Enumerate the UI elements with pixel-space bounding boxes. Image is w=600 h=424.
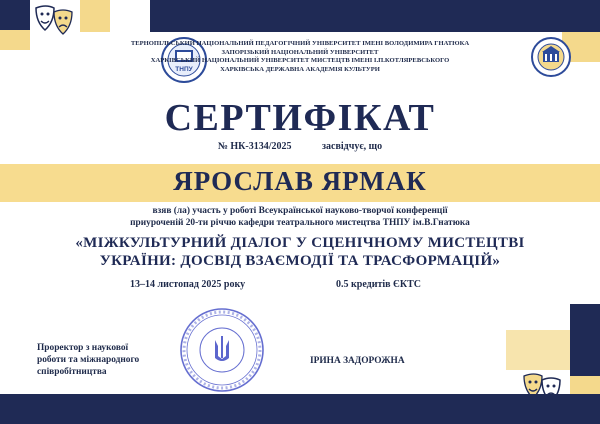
bottom-navy-band [0,394,600,424]
corner-block-top-left-gold [0,30,30,50]
official-stamp [178,306,266,394]
topic-line-2: УКРАЇНИ: ДОСВІД ВЗАЄМОДІЇ ТА ТРАСФОРМАЦІЙ» [99,253,501,269]
organization-1: ТЕРНОПІЛЬСЬКИЙ НАЦІОНАЛЬНИЙ ПЕДАГОГІЧНИЙ УНІВЕРСИТЕТ ІМЕНІ ВОЛОДИМИРА ГНАТЮКА [130,40,470,47]
signatory-title-line-1: Проректор з наукової [37,343,129,353]
mask-icon-top-left [32,4,76,40]
organizations-list [120,40,480,74]
recipient-name: ЯРОСЛАВ ЯРМАК [173,166,427,196]
bottom-right-navy-tall [570,304,600,376]
ects-credits: 0.5 кредитів ЄКТС [336,279,421,290]
bottom-right-gold-large [506,330,570,370]
conference-topic [0,234,600,270]
certificate-number: № НК-3134/2025 [217,141,292,152]
signatory-title-line-2: роботи та міжнародного [37,355,140,365]
signatory-title [37,342,139,378]
certificate-number-line [0,141,600,152]
organization-3: ХАРКІВСЬКИЙ НАЦІОНАЛЬНИЙ УНІВЕРСИТЕТ МИСТЕЦТВ ІМЕНІ І.П.КОТЛЯРЕВСЬКОГО [150,57,450,65]
university-logo-right [530,36,572,78]
top-gold-square [80,0,110,32]
conference-line-1: взяв (ла) участь у роботі Всеукраїнської науково-творчої конференції [152,206,448,216]
organization-2: ЗАПОРІЗЬКИЙ НАЦІОНАЛЬНИЙ УНІВЕРСИТЕТ [221,48,379,56]
top-navy-band [150,0,600,32]
conference-text [0,205,600,229]
trident-icon [215,336,229,361]
organization-4: ХАРКІВСЬКА ДЕРЖАВНА АКАДЕМІЯ КУЛЬТУРИ [220,65,380,73]
signatory-name: ІРИНА ЗАДОРОЖНА [310,356,405,366]
topic-line-1: «МІЖКУЛЬТУРНИЙ ДІАЛОГ У СЦЕНІЧНОМУ МИСТЕЦТВІ [75,235,525,251]
signatory-title-line-3: співробітництва [37,367,107,377]
conference-dates: 13–14 листопад 2025 року [130,279,246,290]
conference-line-2: приуроченій 20-ти річчю кафедри театрального мистецтва ТНПУ ім.В.Гнатюка [130,218,470,228]
logo-left-text: ТНПУ [175,66,193,73]
corner-block-top-left [0,0,30,30]
certificate-title: СЕРТИФІКАТ [164,97,436,139]
certifies-text: засвідчує, що [322,141,383,152]
bottom-right-gold-small [570,376,600,394]
